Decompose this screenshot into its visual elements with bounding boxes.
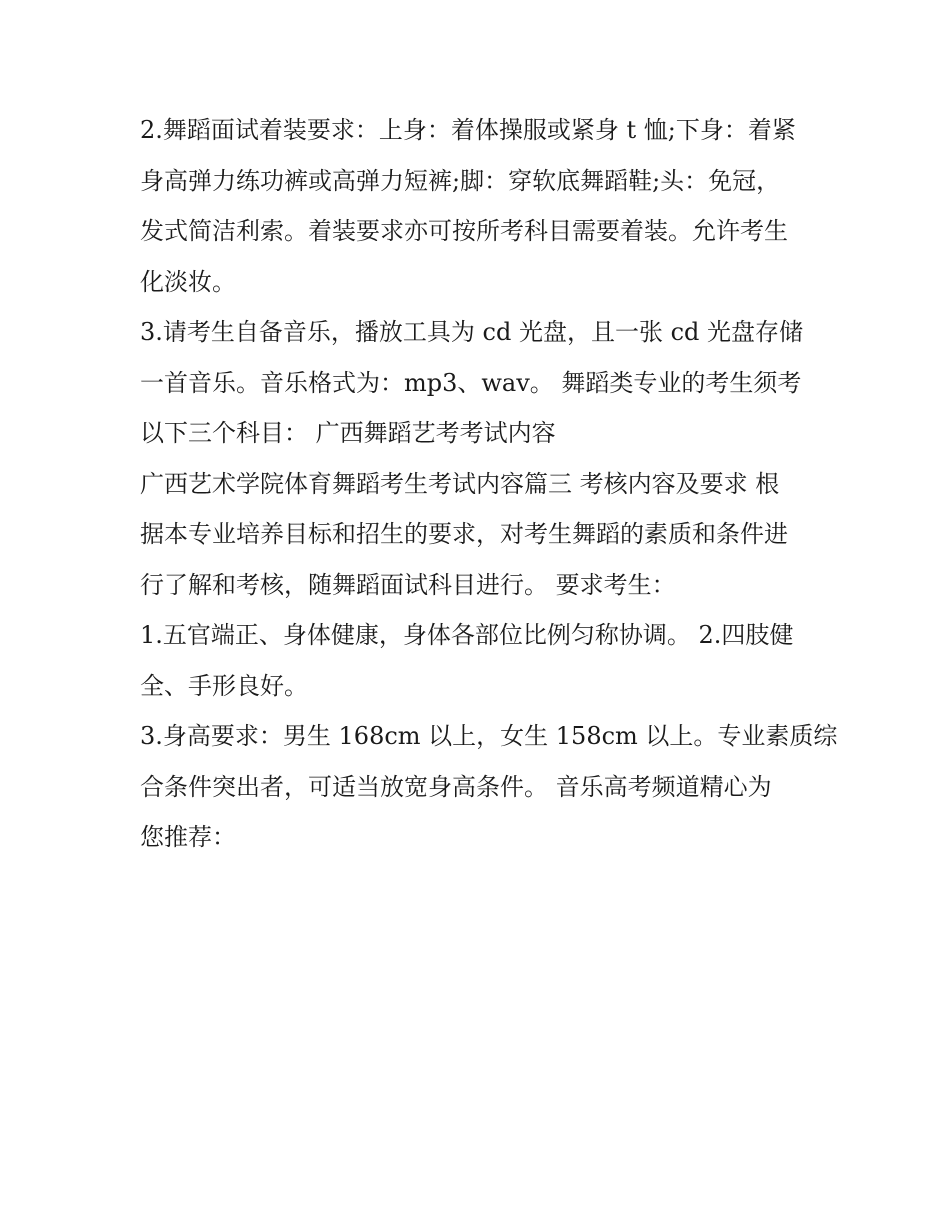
text-line: 化淡妆。 bbox=[140, 267, 236, 296]
text-line: 2.舞蹈面试着装要求：上身：着体操服或紧身 t 恤;下身：着紧 bbox=[140, 116, 796, 144]
document-body-text bbox=[140, 105, 838, 863]
text-line: 身高弹力练功裤或高弹力短裤;脚：穿软底舞蹈鞋;头：免冠， bbox=[140, 166, 781, 195]
text-line: 3.请考生自备音乐，播放工具为 cd 光盘，且一张 cd 光盘存储 bbox=[140, 318, 804, 346]
text-line: 全、手形良好。 bbox=[140, 671, 308, 700]
text-line: 合条件突出者，可适当放宽身高条件。 音乐高考频道精心为 bbox=[140, 772, 772, 801]
text-line: 以下三个科目： 广西舞蹈艺考考试内容 bbox=[140, 419, 556, 447]
text-line: 您推荐： bbox=[140, 823, 236, 851]
text-line: 一首音乐。音乐格式为：mp3、wav。 舞蹈类专业的考生须考 bbox=[140, 368, 802, 397]
text-line: 发式简洁利索。着装要求亦可按所考科目需要着装。允许考生 bbox=[140, 217, 788, 245]
text-line: 据本专业培养目标和招生的要求，对考生舞蹈的素质和条件进 bbox=[140, 520, 788, 548]
text-line: 行了解和考核，随舞蹈面试科目进行。 要求考生： bbox=[140, 570, 676, 599]
text-line: 1.五官端正、身体健康，身体各部位比例匀称协调。 2.四肢健 bbox=[140, 621, 794, 649]
text-line: 3.身高要求：男生 168cm 以上，女生 158cm 以上。专业素质综 bbox=[140, 722, 838, 750]
text-line: 广西艺术学院体育舞蹈考生考试内容篇三 考核内容及要求 根 bbox=[140, 469, 780, 498]
